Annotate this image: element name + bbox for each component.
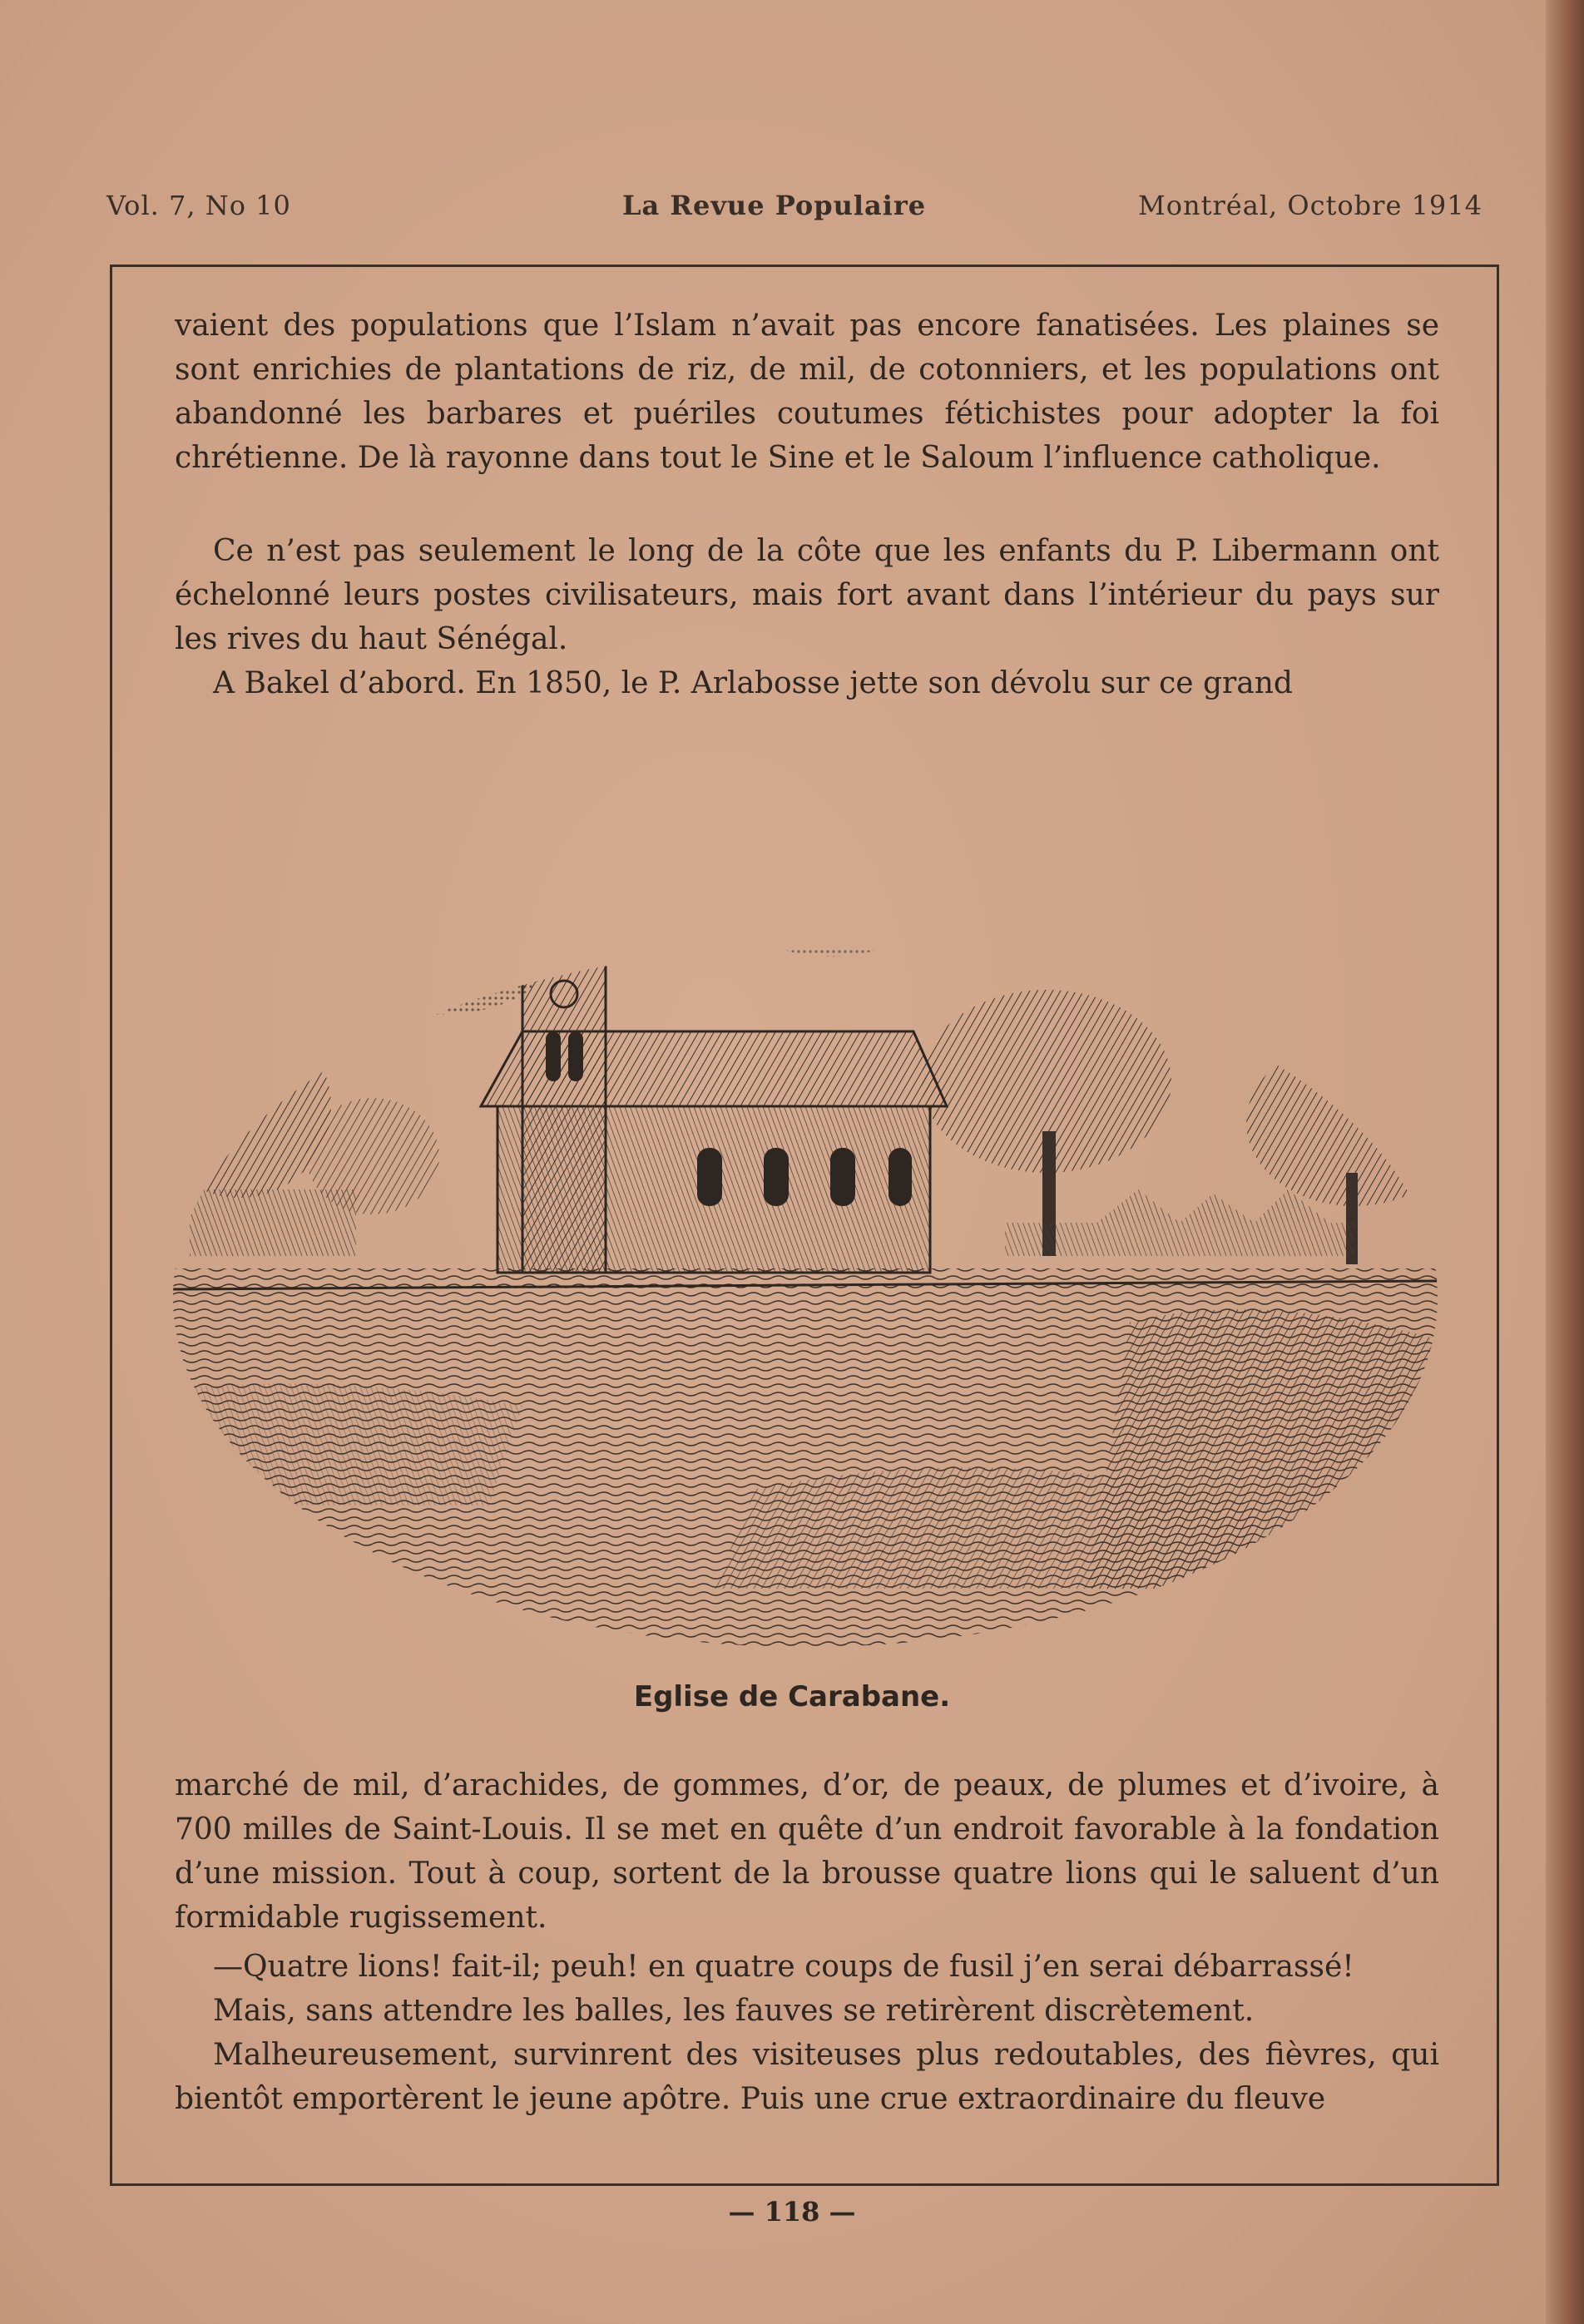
paragraph: A Bakel d’abord. En 1850, le P. Arlabosse jette son dévolu sur ce grand [213, 666, 1293, 700]
church-window [889, 1148, 912, 1206]
paragraph: Ce n’est pas seulement le long de la côte que les enfants du P. Libermann ont échelonné leurs postes civilisateurs, mais fort avant dans l’intérieur du pays sur les rives du haut Sénégal. [175, 534, 1439, 656]
paragraph: Malheureusement, survinrent des visiteuses plus redoutables, des fièvres, qui bientôt emportèrent le jeune apôtre. Puis une crue extraordinaire du fleuve [175, 2038, 1439, 2116]
paragraph: Mais, sans attendre les balles, les fauves se retirèrent discrètement. [213, 1994, 1255, 2028]
header-title: La Revue Populaire [622, 190, 927, 221]
figure-caption: Eglise de Carabane. [633, 1680, 951, 1713]
church-window [764, 1148, 789, 1206]
paragraph: —Quatre lions! fait-il; peuh! en quatre coups de fusil j’en serai débarrassé! [213, 1950, 1354, 1984]
tree [306, 1098, 439, 1214]
cloud [730, 840, 930, 957]
church-window [697, 1148, 722, 1206]
book-binding-edge [1546, 0, 1584, 2324]
tree [1246, 1040, 1438, 1206]
page-number: — 118 — [728, 2196, 856, 2228]
church-window [830, 1148, 855, 1206]
fence [1005, 1223, 1354, 1256]
village-huts [1096, 1189, 1329, 1223]
paragraph: vaient des populations que l’Islam n’avait pas encore fanatisées. Les plaines se sont enrichies de plantations de riz, de mil, de cotonniers, et les populations ont abandonné les barbares et puériles coutumes fétichistes pour adopter la foi chrétienne. De là rayonne dans tout le Sine et le Saloum l’influence catholique. [175, 309, 1439, 475]
paragraph: marché de mil, d’arachides, de gommes, d’or, de peaux, de plumes et d’ivoire, à 700 milles de Saint-Louis. Il se met en quête d’un endroit favorable à la fondation d’une mission. Tout à coup, sortent de la brousse quatre lions qui le saluent d’un formidable rugissement. [175, 1768, 1439, 1935]
header-date: Montréal, Octobre 1914 [1138, 190, 1483, 221]
header-volume: Vol. 7, No 10 [106, 190, 291, 221]
tree [173, 1015, 331, 1198]
church-spire [514, 799, 614, 944]
tower-window [546, 1031, 561, 1081]
grass [173, 1383, 522, 1506]
church-tower [522, 940, 606, 1273]
cloud [497, 815, 614, 898]
cloud [323, 882, 556, 1015]
tower-window [568, 1031, 583, 1081]
church-engraving-illustration [173, 757, 1438, 1655]
